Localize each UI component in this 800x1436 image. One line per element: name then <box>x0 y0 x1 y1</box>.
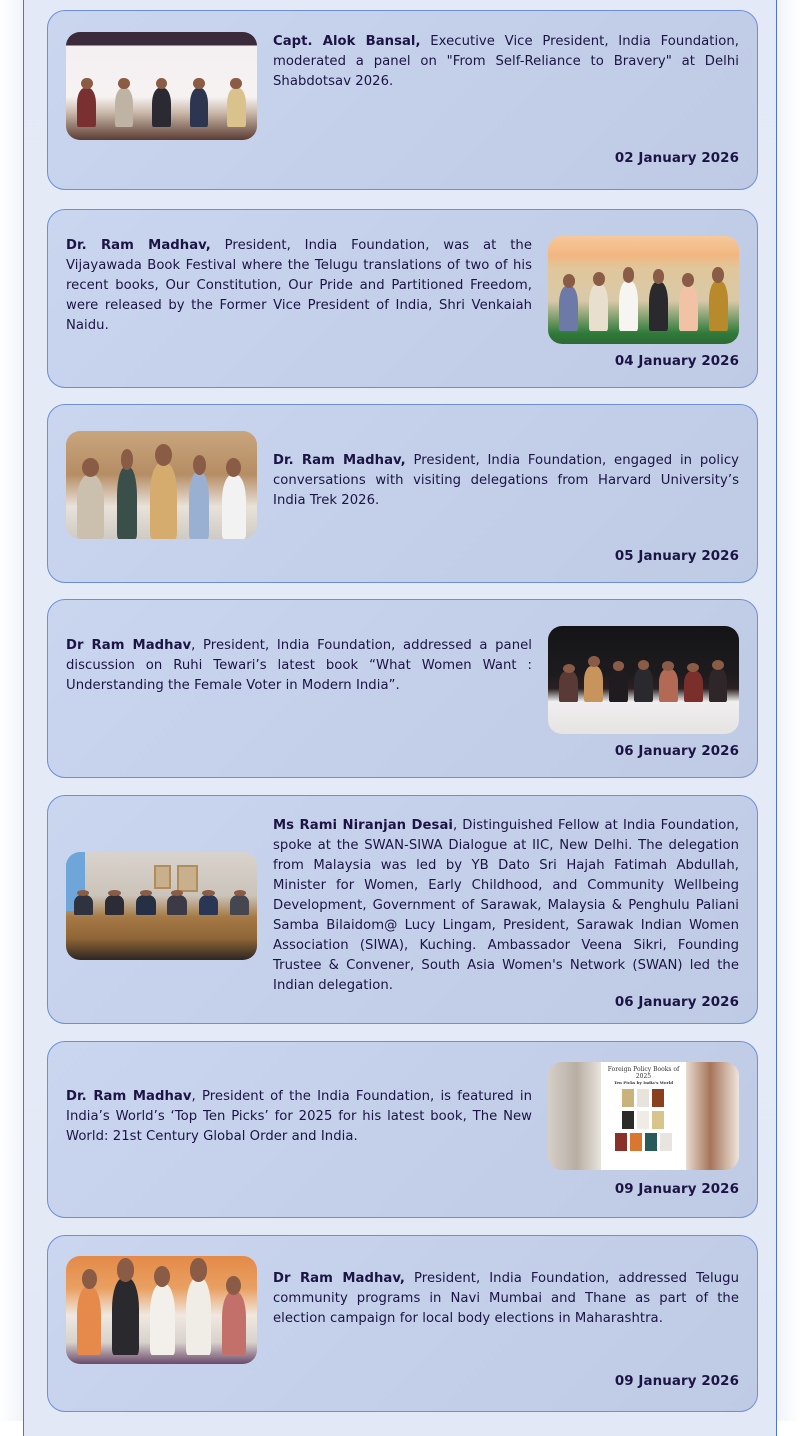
news-card <box>47 1235 758 1412</box>
news-body: , President, India Foundation, addressed a panel discussion on Ruhi Tewari’s latest book “What Women Want : Understanding the Female Voter in Modern India”. <box>66 638 532 693</box>
book-release-photo <box>548 236 739 344</box>
news-image[interactable] <box>548 626 739 734</box>
news-text <box>273 451 739 511</box>
community-program-photo <box>66 1256 257 1364</box>
news-card <box>47 795 758 1024</box>
news-person-name: Dr Ram Madhav, <box>273 1271 405 1286</box>
news-date: 02 January 2026 <box>614 151 739 166</box>
news-person-name: Dr. Ram Madhav, <box>66 238 211 253</box>
book-list-subtitle: Ten Picks by India's World <box>613 1080 674 1085</box>
news-body: , President of the India Foundation, is featured in India’s World’s ‘Top Ten Picks’ for 2025 for his latest book, The New World: 21st Century Global Order and India. <box>66 1089 532 1144</box>
news-date: 06 January 2026 <box>614 744 739 759</box>
news-person-name: Dr. Ram Madhav, <box>273 453 406 468</box>
news-person-name: Dr Ram Madhav <box>66 638 192 653</box>
book-list-photo <box>548 1062 739 1170</box>
news-text <box>66 1087 532 1147</box>
news-card <box>47 209 758 388</box>
harvard-delegation-photo <box>66 431 257 539</box>
news-text <box>273 1269 739 1329</box>
news-person-name: Capt. Alok Bansal, <box>273 34 421 49</box>
news-date: 09 January 2026 <box>614 1182 739 1197</box>
news-image[interactable] <box>548 1062 739 1170</box>
news-body: President, India Foundation, engaged in policy conversations with visiting delegations from Harvard University’s India Trek 2026. <box>273 453 739 508</box>
news-date: 09 January 2026 <box>614 1374 739 1389</box>
news-text <box>273 32 739 92</box>
news-body: Executive Vice President, India Foundation, moderated a panel on "From Self-Reliance to Bravery" at Delhi Shabdotsav 2026. <box>273 34 739 89</box>
news-date: 05 January 2026 <box>614 549 739 564</box>
news-image[interactable] <box>548 236 739 344</box>
news-text <box>273 816 739 996</box>
news-body: , Distinguished Fellow at India Foundation, spoke at the SWAN-SIWA Dialogue at IIC, New Delhi. The delegation from Malaysia was led by YB Dato Sri Hajah Fatimah Abdullah, Minister for Women, Early Childhood, and Community Wellbeing Development, Government of Sarawak, Malaysia & Penghulu Paliani Samba Bilaidom@ Lucy Lingam, President, Sarawak Indian Women Association (SIWA), Kuching. Ambassador Veena Sikri, Founding Trustee & Convener, South Asia Women's Network (SWAN) led the Indian delegation. <box>273 818 739 993</box>
news-body: President, India Foundation, was at the Vijayawada Book Festival where the Telugu translations of two of his recent books, Our Constitution, Our Pride and Partitioned Freedom, were released by the Former Vice President of India, Shri Venkaiah Naidu. <box>66 238 532 333</box>
news-text <box>66 236 532 336</box>
news-card <box>47 599 758 778</box>
book-panel-photo <box>548 626 739 734</box>
news-body: President, India Foundation, addressed Telugu community programs in Navi Mumbai and Thane as part of the election campaign for local body elections in Maharashtra. <box>273 1271 739 1326</box>
news-person-name: Dr. Ram Madhav <box>66 1089 192 1104</box>
news-text <box>66 636 532 696</box>
book-list-sheet <box>601 1062 685 1170</box>
news-image[interactable] <box>66 1256 257 1364</box>
news-date: 04 January 2026 <box>614 354 739 369</box>
book-list-title: Foreign Policy Books of 2025 <box>607 1066 680 1080</box>
roundtable-photo <box>66 852 257 960</box>
news-image[interactable] <box>66 852 257 960</box>
news-person-name: Ms Rami Niranjan Desai <box>273 818 453 833</box>
news-image[interactable] <box>66 32 257 140</box>
panel-stage-photo <box>66 32 257 140</box>
news-card <box>47 404 758 583</box>
news-date: 06 January 2026 <box>614 995 739 1010</box>
news-card <box>47 10 758 190</box>
news-card <box>47 1041 758 1218</box>
news-image[interactable] <box>66 431 257 539</box>
